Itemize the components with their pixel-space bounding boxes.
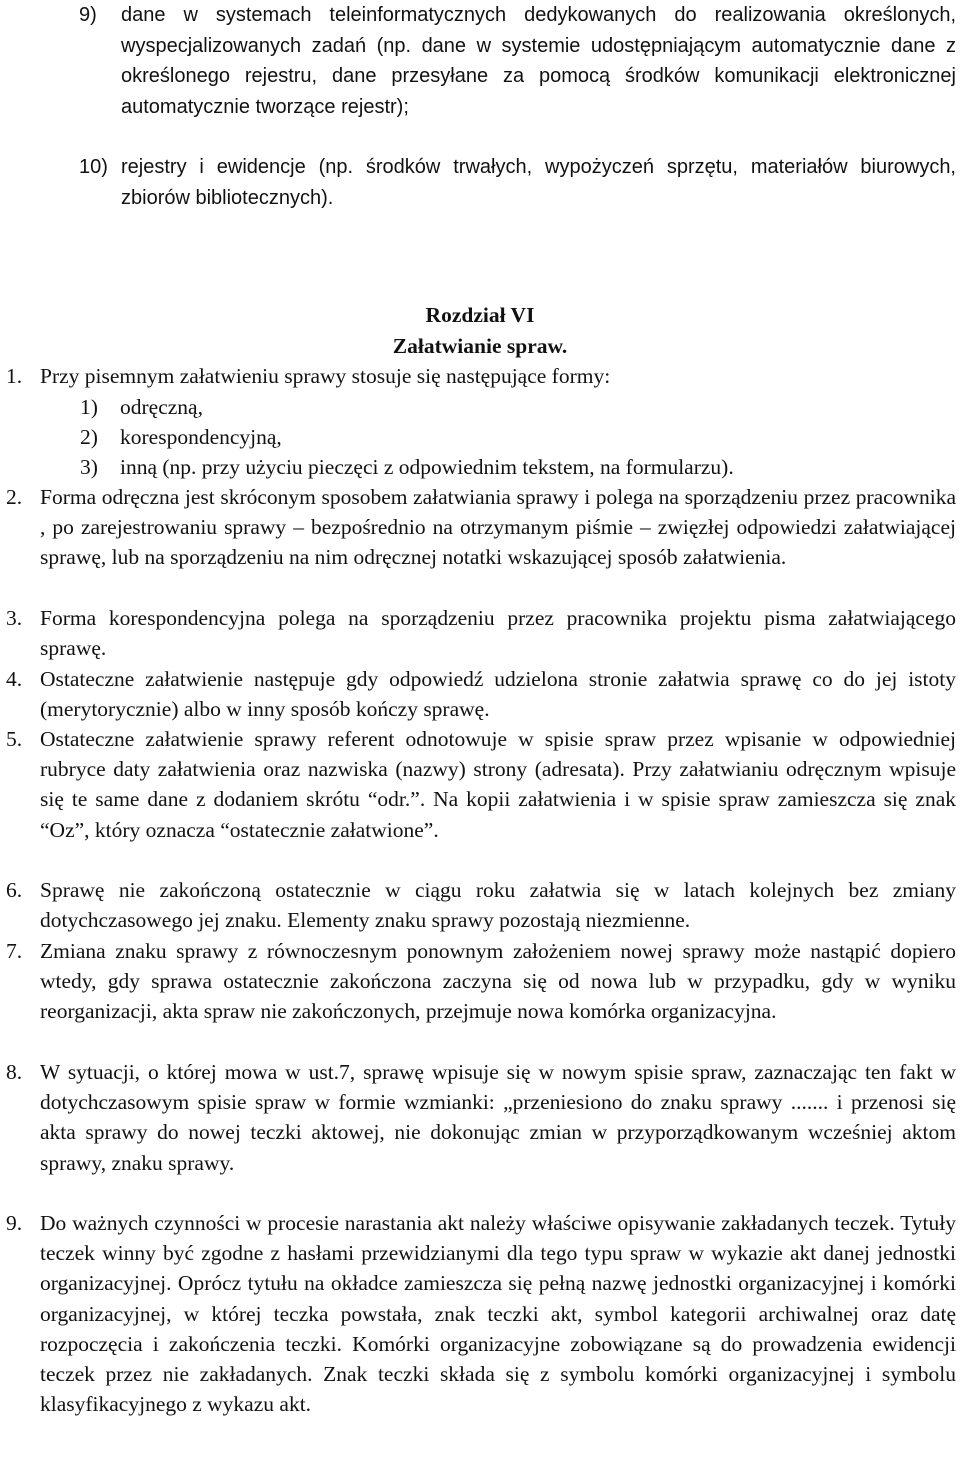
- subitem-number: 3): [80, 455, 98, 479]
- section-number: 7.: [6, 939, 23, 963]
- section-3: [6, 603, 956, 663]
- chapter-number: Rozdział VI: [425, 303, 535, 327]
- section-text: Ostateczne załatwienie następuje gdy odpowiedź udzielona stronie załatwia sprawę co do jej istoty (merytorycznie) albo w inny sposób kończy sprawę.: [40, 667, 956, 722]
- section-5: [6, 724, 956, 845]
- chapter-title: Załatwianie spraw.: [392, 334, 568, 358]
- section-text: Do ważnych czynności w procesie narastania akt należy właściwe opisywanie zakładanych teczek. Tytuły teczek winny być zgodne z hasłami przewidzianymi dla tego typu spraw w wykazie akt danej jednostki organizacyjnej. Oprócz tytułu na okładce zamieszcza się pełną nazwę jednostki organizacyjnej i komórki organizacyjnej, w której teczka powstała, znak teczki akt, symbol kategorii archiwalnej oraz datę rozpoczęcia i zakończenia teczki. Komórki organizacyjne zobowiązane są do prowadzenia ewidencji teczek przez nie zakładanych. Znak teczki składa się z symbolu komórki organizacyjnej i symbolu klasyfikacyjnego z wykazu akt.: [40, 1211, 956, 1417]
- section-number: 3.: [6, 606, 23, 630]
- section-6: [6, 875, 956, 935]
- section-1: [6, 361, 956, 391]
- subitem-number: 1): [80, 395, 98, 419]
- subitem-text: korespondencyjną,: [120, 425, 282, 449]
- list-item-text: dane w systemach teleinformatycznych dedykowanych do realizowania określonych, wyspecjalizowanych zadań (np. dane w systemie udostępniającym automatycznie dane z określonego rejestru, dane przesyłane za pomocą środków komunikacji elektronicznej automatycznie tworzące rejestr);: [121, 4, 956, 118]
- section-7: [6, 936, 956, 1027]
- section-text: Przy pisemnym załatwieniu sprawy stosuje się następujące formy:: [40, 364, 611, 388]
- section-text: Forma korespondencyjna polega na sporządzeniu przez pracownika projektu pisma załatwiającego sprawę.: [40, 606, 956, 661]
- section-number: 9.: [6, 1211, 23, 1235]
- list-item-9: [79, 0, 956, 122]
- list-number: 9): [79, 4, 97, 26]
- section-number: 6.: [6, 878, 23, 902]
- section-number: 2.: [6, 485, 23, 509]
- section-number: 8.: [6, 1060, 23, 1084]
- section-text: Forma odręczna jest skróconym sposobem załatwiania sprawy i polega na sporządzeniu przez pracownika , po zarejestrowaniu sprawy – bezpośrednio na otrzymanym piśmie – zwięzłej odpowiedzi załatwiającej sprawę, lub na sporządzeniu na nim odręcznej notatki wskazującej sposób załatwienia.: [40, 485, 956, 570]
- section-text: Zmiana znaku sprawy z równoczesnym ponownym założeniem nowej sprawy może nastąpić dopiero wtedy, gdy sprawa ostatecznie zakończona zaczyna się od nowa lub w przypadku, gdy w wyniku reorganizacji, akta spraw nie zakończonych, przejmuje nowa komórka organizacyjna.: [40, 939, 956, 1024]
- subitem-number: 2): [80, 425, 98, 449]
- subitem-1: [80, 392, 956, 422]
- list-item-text: rejestry i ewidencje (np. środków trwałych, wypożyczeń sprzętu, materiałów biurowych, zbiorów bibliotecznych).: [121, 156, 956, 209]
- section-8: [6, 1057, 956, 1178]
- subitem-2: [80, 422, 956, 452]
- section-9: [6, 1208, 956, 1419]
- section-text: Sprawę nie zakończoną ostatecznie w ciągu roku załatwia się w latach kolejnych bez zmiany dotychczasowego jej znaku. Elementy znaku sprawy pozostają niezmienne.: [40, 878, 956, 933]
- subitem-text: inną (np. przy użyciu pieczęci z odpowiednim tekstem, na formularzu).: [120, 455, 734, 479]
- list-item-10: [79, 152, 956, 213]
- section-text: Ostateczne załatwienie sprawy referent odnotowuje w spisie spraw przez wpisanie w odpowiedniej rubryce daty załatwienia oraz nazwiska (nazwy) strony (adresata). Przy załatwianiu odręcznym wpisuje się te same dane z dodaniem skrótu “odr.”. Na kopii załatwienia i w spisie spraw zamieszcza się znak “Oz”, który oznacza “ostatecznie załatwione”.: [40, 727, 956, 842]
- section-number: 4.: [6, 667, 23, 691]
- subitem-text: odręczną,: [120, 395, 203, 419]
- section-text: W sytuacji, o której mowa w ust.7, sprawę wpisuje się w nowym spisie spraw, zaznaczając ten fakt w dotychczasowym spisie spraw w formie wzmianki: „przeniesiono do znaku sprawy ....... i przenosi się akta sprawy do nowej teczki aktowej, nie dokonując zmian w przyporządkowanym wcześniej aktom sprawy, znaku sprawy.: [40, 1060, 956, 1175]
- section-number: 5.: [6, 727, 23, 751]
- subitem-3: [80, 452, 956, 482]
- section-number: 1.: [6, 364, 23, 388]
- section-2: [6, 482, 956, 573]
- list-number: 10): [79, 156, 108, 178]
- section-4: [6, 664, 956, 724]
